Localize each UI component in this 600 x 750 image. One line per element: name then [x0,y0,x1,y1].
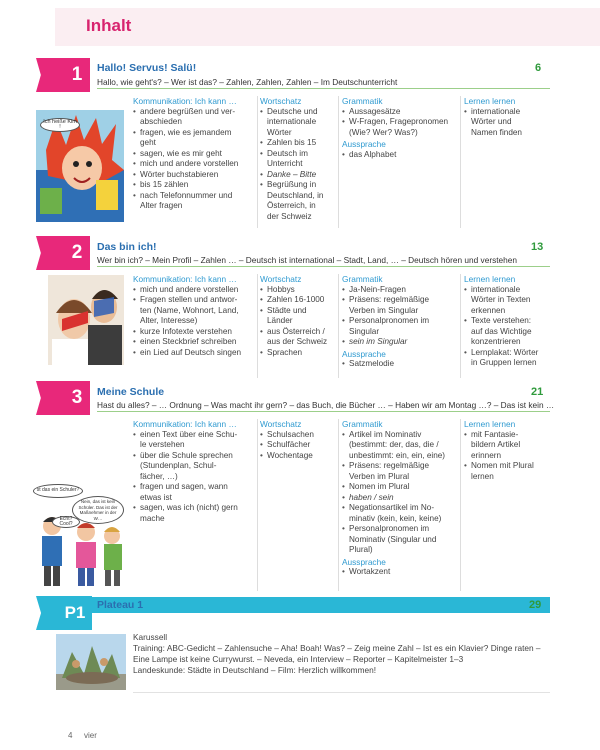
unit-1-aussprache-head: Aussprache [342,139,386,149]
list-item: • einen Steckbrief schreiben [133,337,257,348]
list-item: • internationale Wörter und Namen finden [464,107,552,139]
page-title: Inhalt [86,16,132,35]
unit-3-aussprache-head: Aussprache [342,556,386,567]
unit-2-title[interactable]: Das bin ich! [97,241,157,253]
list-item: • Nomen im Plural [342,482,460,493]
unit-1-divider [338,96,339,228]
unit-3-subtitle: Hast du alles? – … Ordnung – Was macht ihr gern? – das Buch, die Bücher … – Haben wir am Montag …? – Das ist kein … [97,400,555,410]
list-item: • sein im Singular [342,337,460,348]
unit-1-wortschatz-head: Wortschatz [260,96,302,106]
unit-2-wortschatz-head: Wortschatz [260,274,302,284]
list-item: • mich und andere vorstellen [133,159,257,170]
list-item: • Sprachen [260,348,338,359]
list-item: • Städte und Länder [260,306,338,327]
unit-2-kommunikation-head: Kommunikation: Ich kann … [133,274,237,284]
list-item: • das Alphabet [342,150,460,161]
unit-3-lernen [464,419,554,482]
unit-2-lernen [464,274,554,369]
footer-page-number: 4 [68,731,73,740]
unit-2-rule [97,266,550,267]
list-item: • Präsens: regelmäßige Verben im Singular [342,295,460,316]
unit-1-grammatik [342,96,460,160]
plateau-number: P1 [64,603,86,622]
list-item: • Hobbys [260,285,338,296]
unit-3-number: 3 [71,387,83,408]
list-item: • Aussagesätze [342,107,460,118]
list-item: • Personalpronomen im Nominativ (Singular und Plural) [342,524,460,556]
unit-2-photo [48,275,124,365]
unit-2-number: 2 [71,242,83,263]
list-item: • Wortakzent [342,567,460,578]
unit-3-grammatik-head: Grammatik [342,419,383,429]
list-item: • fragen und sagen, wann etwas ist [133,482,257,503]
unit-1-page[interactable]: 6 [535,62,542,74]
list-item: • kurze Infotexte verstehen [133,327,257,338]
unit-1-lernen [464,96,552,138]
unit-1-divider [257,96,258,228]
unit-3-divider [257,419,258,591]
unit-1-kommunikation [133,96,257,212]
plateau-photo [56,634,126,690]
unit-1-rule [97,88,550,89]
list-item: • Lernplakat: Wörter in Gruppen lernen [464,348,554,369]
plateau-title[interactable]: Plateau 1 [97,599,144,611]
list-item: • internationale Wörter in Texten erkennen [464,285,554,317]
unit-2-divider [338,274,339,378]
list-item: • sagen, wie es mir geht [133,149,257,160]
list-item: • Nomen mit Plural lernen [464,461,554,482]
unit-3-lernen-head: Lernen lernen [464,419,516,429]
list-item: • Schulsachen [260,430,338,441]
unit-2-lernen-head: Lernen lernen [464,274,516,284]
plateau-line-landeskunde: Landeskunde: Städte in Deutschland – Film: Herzlich willkommen! [133,665,377,675]
list-item: • Personalpronomen im Singular [342,316,460,337]
list-item: • bis 15 zählen [133,180,257,191]
list-item: • andere begrüßen und ver- abschieden [133,107,257,128]
list-item: • sagen, was ich (nicht) gern mache [133,503,257,524]
unit-1-divider [460,96,461,228]
list-item: • fragen, wie es jemandem geht [133,128,257,149]
unit-3-divider [460,419,461,591]
list-item: • über die Schule sprechen (Stundenplan, Schul- fächer, …) [133,451,257,483]
unit-2-divider [460,274,461,378]
list-item: • mit Fantasie- bildern Artikel erinnern [464,430,554,462]
list-item: • Präsens: regelmäßige Verben im Plural [342,461,460,482]
list-item: • Ja-Nein-Fragen [342,285,460,296]
unit-1-lernen-head: Lernen lernen [464,96,516,106]
unit-1-grammatik-head: Grammatik [342,96,383,106]
plateau-line-training: Training: ABC-Gedicht – Zahlensuche – Aha! Boah! Was? – Zeig meine Zahl – Ist es ein Klavier? Dinge raten – Eine Lampe ist keine Currywurst. – Neveda, ein Interview – Reporter – Kapitelmeister 1–3 [133,643,541,664]
unit-3-title[interactable]: Meine Schule [97,386,165,398]
unit-2-aussprache-head: Aussprache [342,348,386,359]
footer-page-word: vier [84,731,97,740]
list-item: • nach Telefonnummer und Alter fragen [133,191,257,212]
list-item: • Texte verstehen: auf das Wichtige konzentrieren [464,316,554,348]
list-item: • Wochentage [260,451,338,462]
unit-3-speech-bubble-a: st das ein Schuler? [33,484,83,498]
list-item: • Zahlen 16-1000 [260,295,338,306]
list-item: • ein Lied auf Deutsch singen [133,348,257,359]
list-item: • Schulfächer [260,440,338,451]
unit-3-rule [97,411,550,412]
unit-3-wortschatz [260,419,338,461]
unit-1-number: 1 [71,64,83,85]
unit-3-wortschatz-head: Wortschatz [260,419,302,429]
list-item: • Satzmelodie [342,359,460,370]
unit-2-grammatik [342,274,460,370]
plateau-band [92,597,550,613]
list-item: • Deutsch im Unterricht [260,149,338,170]
unit-3-speech-bubble-c: Echt? Cool? [52,516,80,528]
list-item: • Negationsartikel im No- minativ (kein, kein, keine) [342,503,460,524]
plateau-bottom-rule [133,692,550,693]
unit-2-divider [257,274,258,378]
unit-3-speech-bubble-b: Nein, das ist kein Schüler. Das ist der Maßnehmer in der W… [72,496,124,524]
list-item: • aus Österreich / aus der Schweiz [260,327,338,348]
unit-1-wortschatz [260,96,338,222]
list-item: • haben / sein [342,493,460,504]
unit-1-subtitle: Hallo, wie geht's? – Wer ist das? – Zahlen, Zahlen, Zahlen – Im Deutschunterricht [97,77,398,87]
unit-2-wortschatz [260,274,338,358]
unit-2-subtitle: Wer bin ich? – Mein Profil – Zahlen … – Deutsch ist international – Stadt, Land, … – Deutsch hören und verstehen [97,255,517,265]
unit-3-divider [338,419,339,591]
list-item: • Fragen stellen und antwor- ten (Name, Wohnort, Land, Alter, Interesse) [133,295,257,327]
list-item: • W-Fragen, Fragepronomen (Wie? Wer? Was?) [342,117,460,138]
unit-2-page[interactable]: 13 [531,241,544,253]
list-item: • Wörter buchstabieren [133,170,257,181]
list-item: • Danke – Bitte [260,170,338,181]
unit-1-kommunikation-head: Kommunikation: Ich kann … [133,96,237,106]
list-item: • Zahlen bis 15 [260,138,338,149]
unit-2-grammatik-head: Grammatik [342,274,383,284]
list-item: • Deutsche und internationale Wörter [260,107,338,139]
list-item: • Begrüßung in Deutschland, in Österreich, in der Schweiz [260,180,338,222]
unit-3-page[interactable]: 21 [531,386,544,398]
list-item: • Artikel im Nominativ (bestimmt: der, das, die / unbestimmt: ein, ein, eine) [342,430,460,462]
unit-1-speech-bubble: Ich heiße Kim ! [40,118,80,132]
unit-3-grammatik [342,419,460,578]
list-item: • mich und andere vorstellen [133,285,257,296]
unit-2-kommunikation [133,274,257,358]
plateau-line-karussell: Karussell [133,632,168,642]
unit-3-kommunikation-head: Kommunikation: Ich kann … [133,419,237,429]
unit-3-kommunikation [133,419,257,524]
unit-1-title[interactable]: Hallo! Servus! Salü! [97,62,197,74]
plateau-page[interactable]: 29 [529,599,542,611]
plateau-description [133,632,553,676]
list-item: • einen Text über eine Schu- le verstehen [133,430,257,451]
title-band [55,8,600,46]
